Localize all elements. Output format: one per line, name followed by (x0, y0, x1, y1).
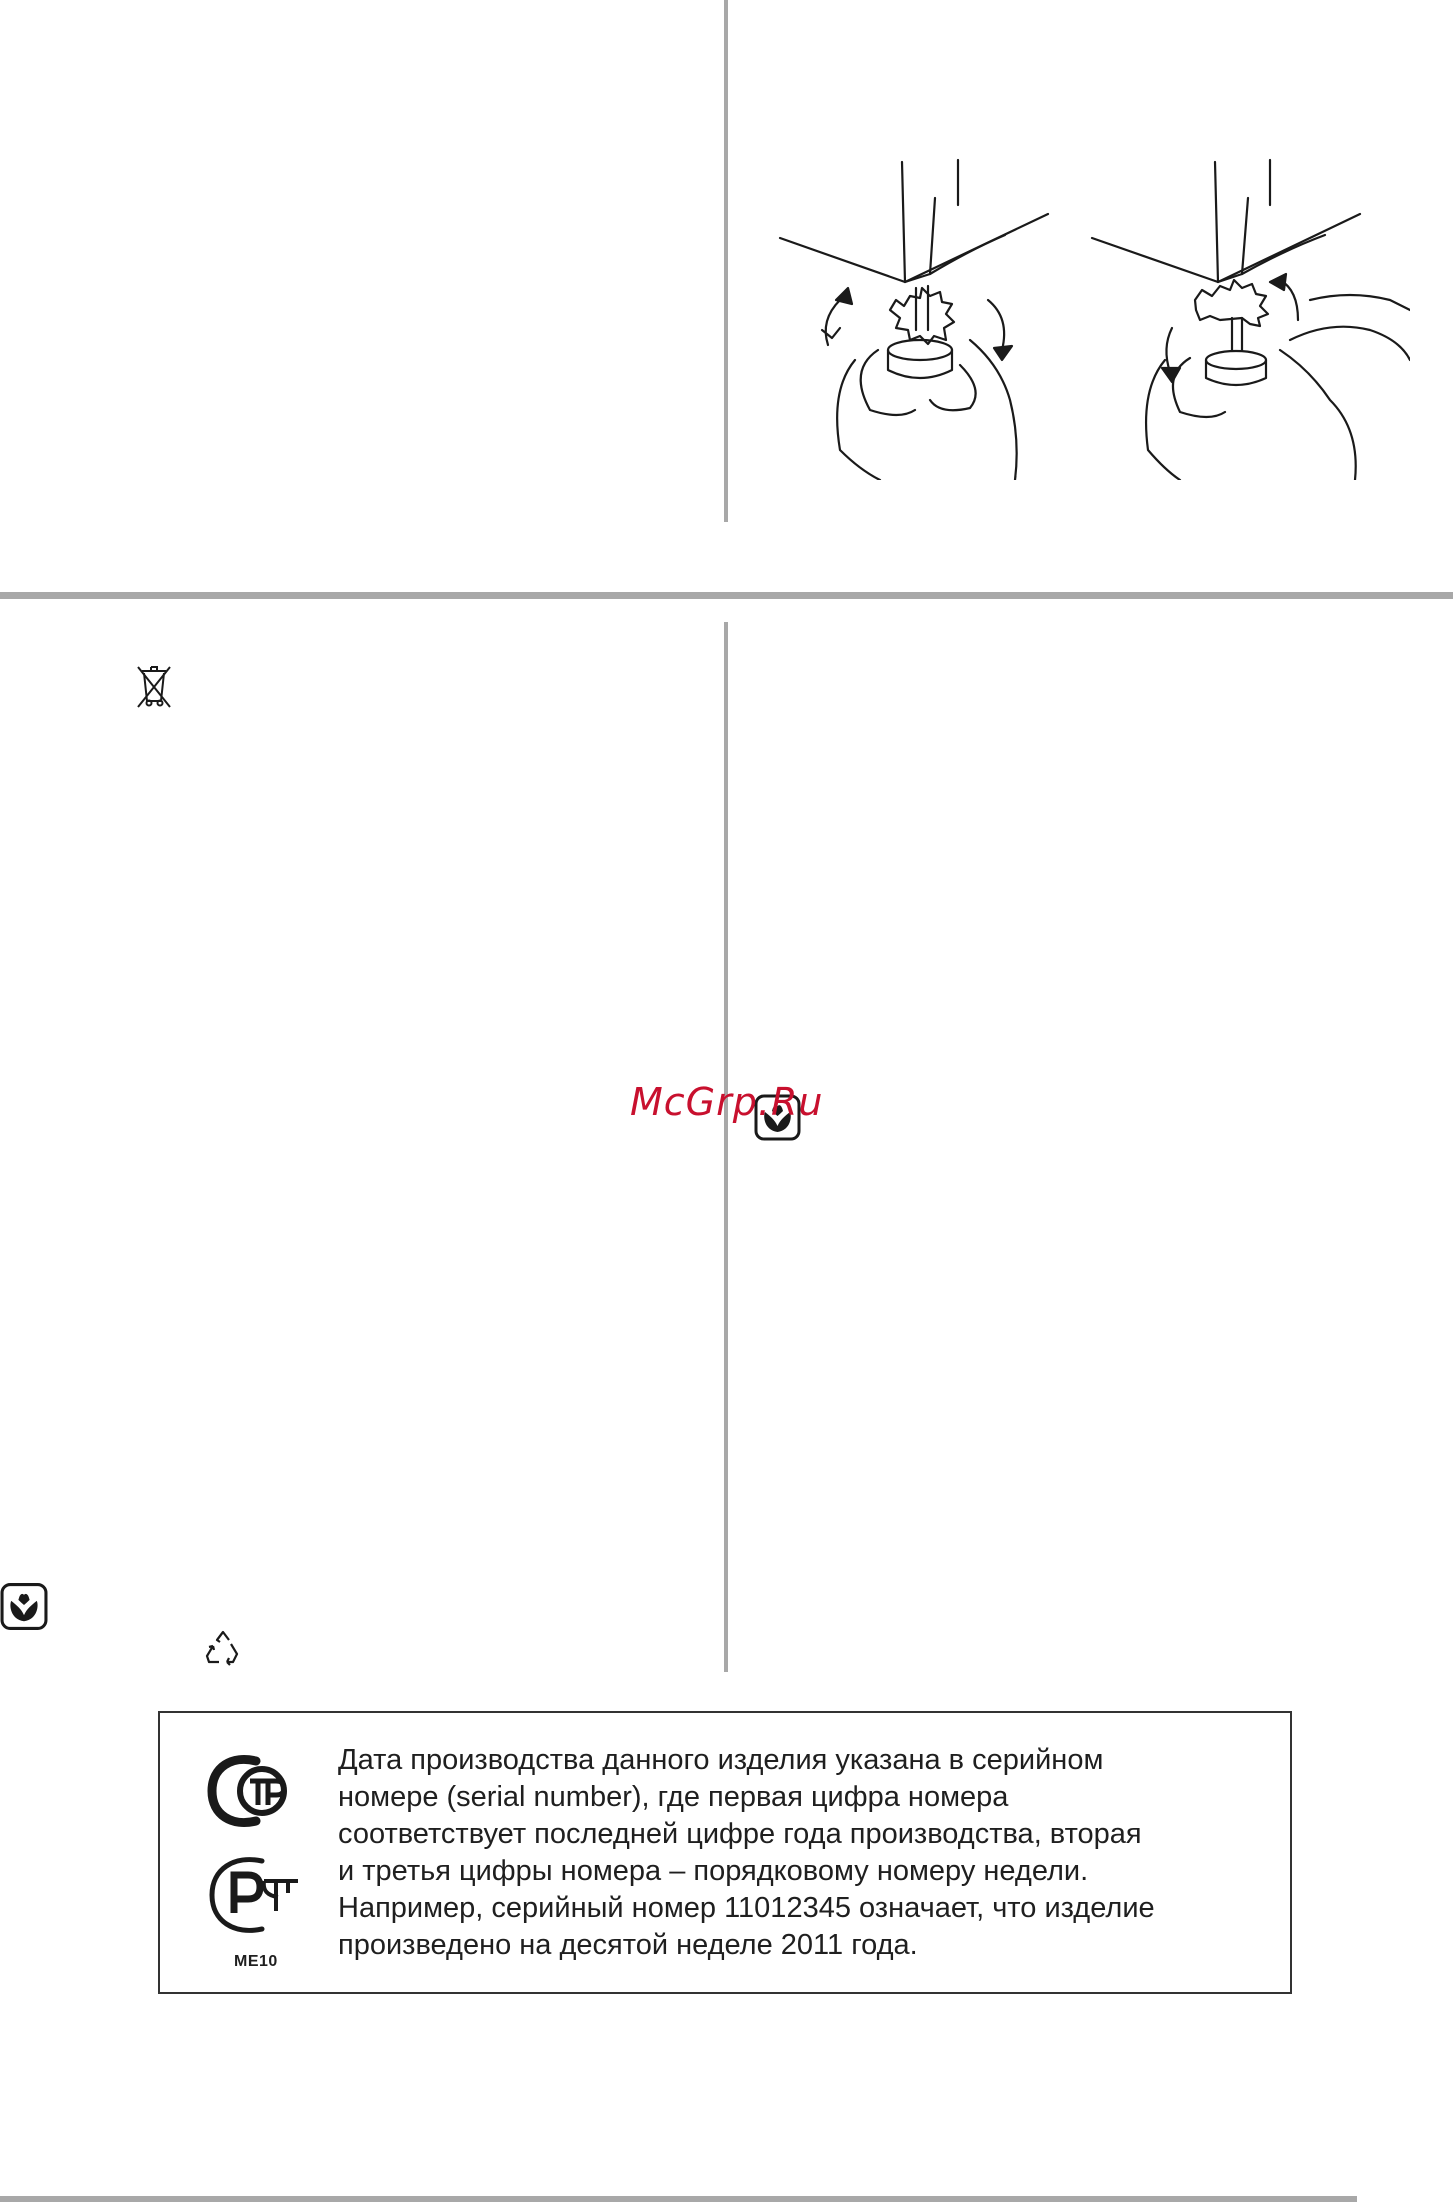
production-date-text: Дата производства данного изделия указана в серийном номере (serial number), где первая цифра номера соответствует последней цифре года производства, вторая и третья цифры номера – порядковому номеру недели. Например, серийный номер 11012345 означает, что изделие произведено на десятой неделе 2011 года. (338, 1744, 1155, 1961)
leveling-feet-illustration (770, 150, 1410, 480)
pct-mark-icon (204, 1855, 304, 1935)
column-divider-bottom (724, 622, 728, 1672)
production-date-info-box (158, 1711, 1292, 1994)
crossed-out-bin-icon (134, 661, 174, 709)
watermark: McGrp.Ru (630, 1080, 824, 1124)
footer-divider (0, 2196, 1357, 2202)
section-divider (0, 592, 1453, 599)
eac-mark-icon (204, 1753, 292, 1829)
column-divider-top (724, 0, 728, 522)
left-foot-drawing (780, 160, 1048, 480)
certification-code: ME10 (234, 1953, 278, 1970)
environment-icon (0, 1582, 48, 1631)
recycle-icon (203, 1630, 243, 1670)
right-foot-drawing (1092, 160, 1410, 480)
